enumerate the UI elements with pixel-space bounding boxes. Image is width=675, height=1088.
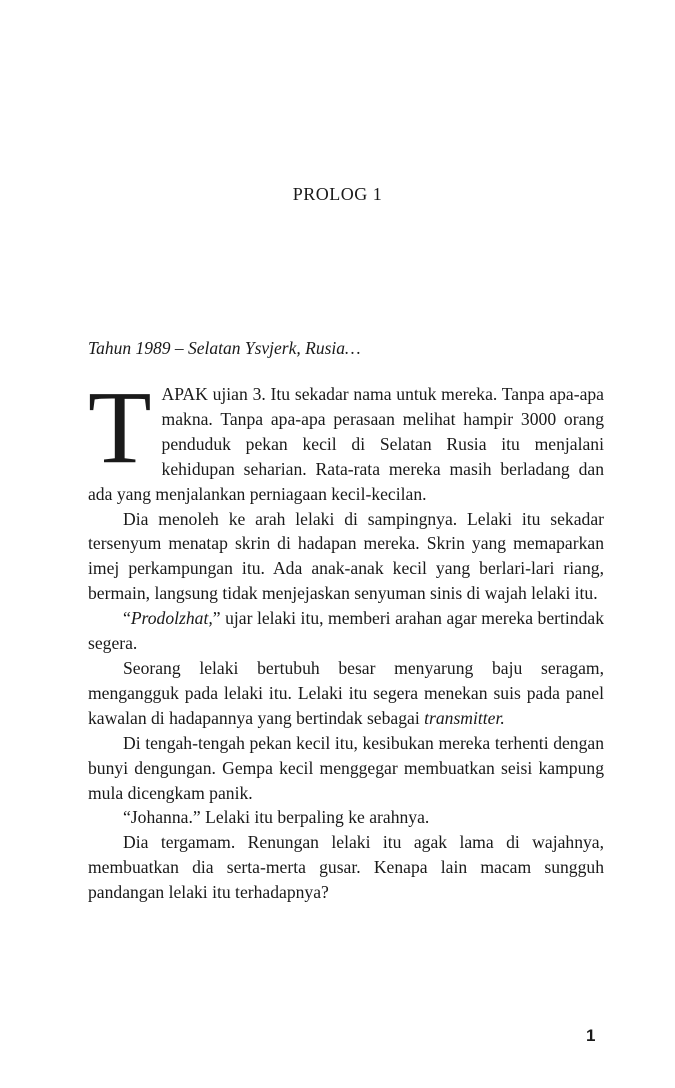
paragraph-3-text: ” ujar lelaki itu, memberi arahan agar mereka bertindak segera.	[88, 608, 604, 654]
dateline: Tahun 1989 – Selatan Ysvjerk, Rusia…	[88, 338, 361, 358]
paragraph-1	[88, 370, 604, 507]
drop-cap: T	[88, 370, 152, 485]
chapter-title: PROLOG 1	[292, 184, 383, 204]
paragraph-4-text: Seorang lelaki bertubuh besar menyarung baju seragam, mengangguk pada lelaki itu. Lelaki itu segera menekan suis pada panel kawalan di hadapannya yang bertindak sebagai	[88, 657, 604, 728]
paragraph-7: Dia tergamam. Renungan lelaki itu agak lama di wajahnya, membuatkan dia serta-merta gusar. Kenapa lain macam sungguh pandangan lelaki itu terhadapnya?	[88, 832, 604, 903]
italic-word: Prodolzhat,	[130, 608, 213, 629]
paragraph-2: Dia menoleh ke arah lelaki di sampingnya. Lelaki itu sekadar tersenyum menatap skrin di hadapan mereka. Skrin yang memaparkan imej perkampungan itu. Ada anak-anak kecil yang berlari-lari riang, bermain, langsung tidak menjejaskan senyuman sinis di wajah lelaki itu.	[88, 508, 604, 604]
paragraph-1-text: APAK ujian 3. Itu sekadar nama untuk mereka. Tanpa apa-apa makna. Tanpa apa-apa perasaan melihat hampir 3000 orang penduduk pekan kecil di Selatan Rusia itu menjalani kehidupan seharian. Rata-rata mereka masih berladang dan ada yang menjalankan perniagaan kecil-kecilan.	[88, 384, 604, 504]
paragraph-3	[88, 606, 604, 656]
body-text	[88, 370, 604, 905]
open-quote: “	[123, 608, 131, 629]
paragraph-5: Di tengah-tengah pekan kecil itu, kesibukan mereka terhenti dengan bunyi dengungan. Gempa kecil menggegar membuatkan seisi kampung mula dicengkam panik.	[88, 732, 604, 803]
italic-word: transmitter.	[424, 707, 505, 728]
paragraph-4	[88, 656, 604, 731]
page-number: 1	[586, 1026, 596, 1045]
paragraph-6: “Johanna.” Lelaki itu berpaling ke arahnya.	[123, 807, 430, 828]
